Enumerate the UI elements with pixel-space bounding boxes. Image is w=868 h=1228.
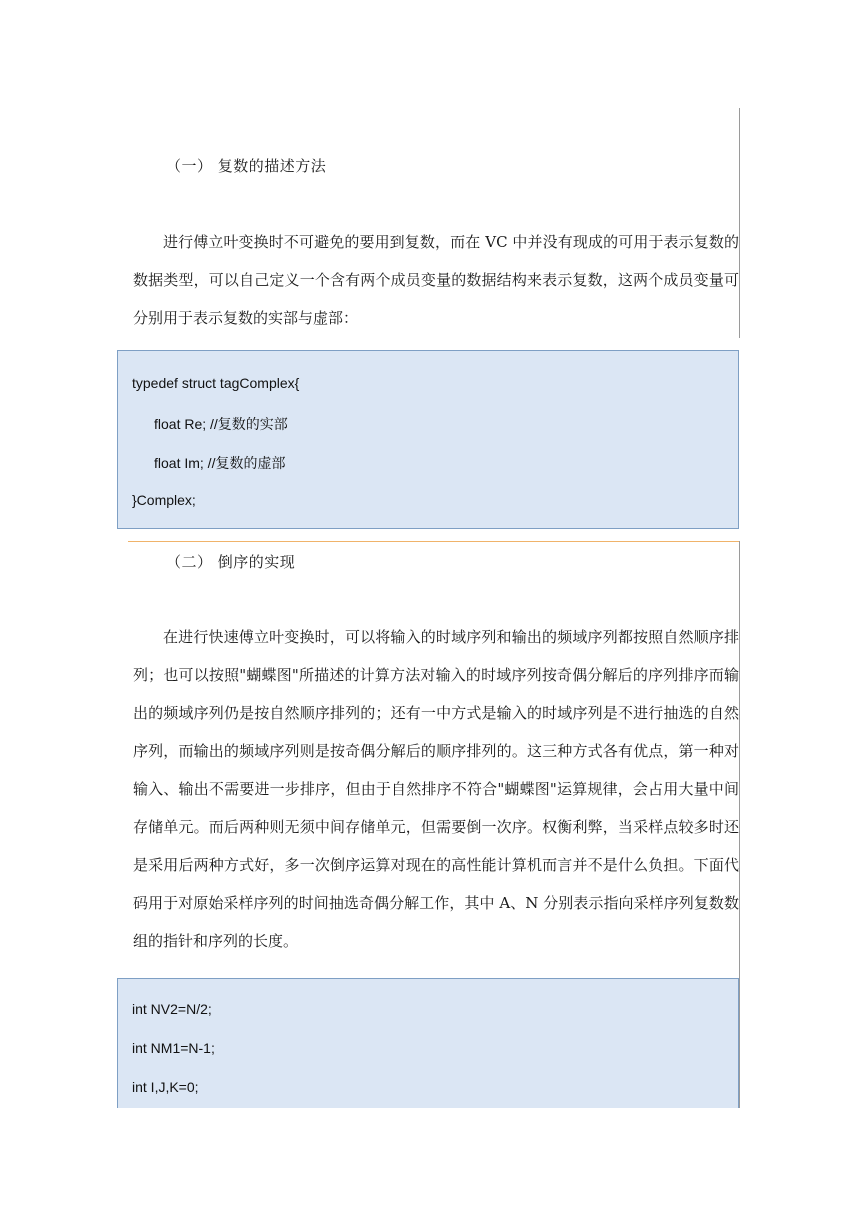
code-line: int NM1=N-1; bbox=[132, 1040, 215, 1056]
paragraph-line: 码用于对原始采样序列的时间抽选奇偶分解工作，其中 A、N 分别表示指向采样序列复数数 bbox=[133, 894, 739, 912]
code-line: float Re; //复数的实部 bbox=[154, 416, 288, 432]
code-line: int NV2=N/2; bbox=[132, 1001, 212, 1017]
paragraph-line: 列；也可以按照"蝴蝶图"所描述的计算方法对输入的时域序列按奇偶分解后的序列排序而输 bbox=[133, 666, 739, 684]
paragraph-line: 存储单元。而后两种则无须中间存储单元，但需要倒一次序。权衡利弊，当采样点较多时还 bbox=[133, 818, 739, 836]
page-right-border-top bbox=[739, 108, 740, 338]
paragraph-line: 数据类型，可以自己定义一个含有两个成员变量的数据结构来表示复数，这两个成员变量可 bbox=[133, 271, 739, 289]
section2-paragraph bbox=[133, 618, 739, 960]
section1-paragraph bbox=[133, 223, 739, 337]
code-line: float Im; //复数的虚部 bbox=[154, 455, 286, 471]
paragraph-line: 在进行快速傅立叶变换时，可以将输入的时域序列和输出的频域序列都按照自然顺序排 bbox=[163, 628, 739, 646]
paragraph-line: 分别用于表示复数的实部与虚部： bbox=[133, 309, 359, 327]
code-block-complex-struct bbox=[117, 350, 739, 529]
section-divider bbox=[128, 541, 739, 542]
paragraph-line: 组的指针和序列的长度。 bbox=[133, 932, 299, 950]
paragraph-line: 出的频域序列仍是按自然顺序排列的；还有一中方式是输入的时域序列是不进行抽选的自然 bbox=[133, 704, 739, 722]
paragraph-line: 进行傅立叶变换时不可避免的要用到复数，而在 VC 中并没有现成的可用于表示复数的 bbox=[163, 233, 739, 251]
code-line: int I,J,K=0; bbox=[132, 1079, 199, 1095]
page-right-border-bottom bbox=[739, 541, 740, 1108]
code-block-bit-reverse bbox=[117, 978, 739, 1108]
code-line: typedef struct tagComplex{ bbox=[132, 375, 300, 391]
section2-heading: （二） 倒序的实现 bbox=[166, 553, 296, 571]
paragraph-line: 输入、输出不需要进一步排序，但由于自然排序不符合"蝴蝶图"运算规律，会占用大量中间 bbox=[133, 780, 739, 798]
paragraph-line: 序列，而输出的频域序列则是按奇偶分解后的顺序排列的。这三种方式各有优点，第一种对 bbox=[133, 742, 739, 760]
paragraph-line: 是采用后两种方式好，多一次倒序运算对现在的高性能计算机而言并不是什么负担。下面代 bbox=[133, 856, 739, 874]
code-line: }Complex; bbox=[132, 492, 196, 508]
section1-heading: （一） 复数的描述方法 bbox=[166, 157, 327, 175]
